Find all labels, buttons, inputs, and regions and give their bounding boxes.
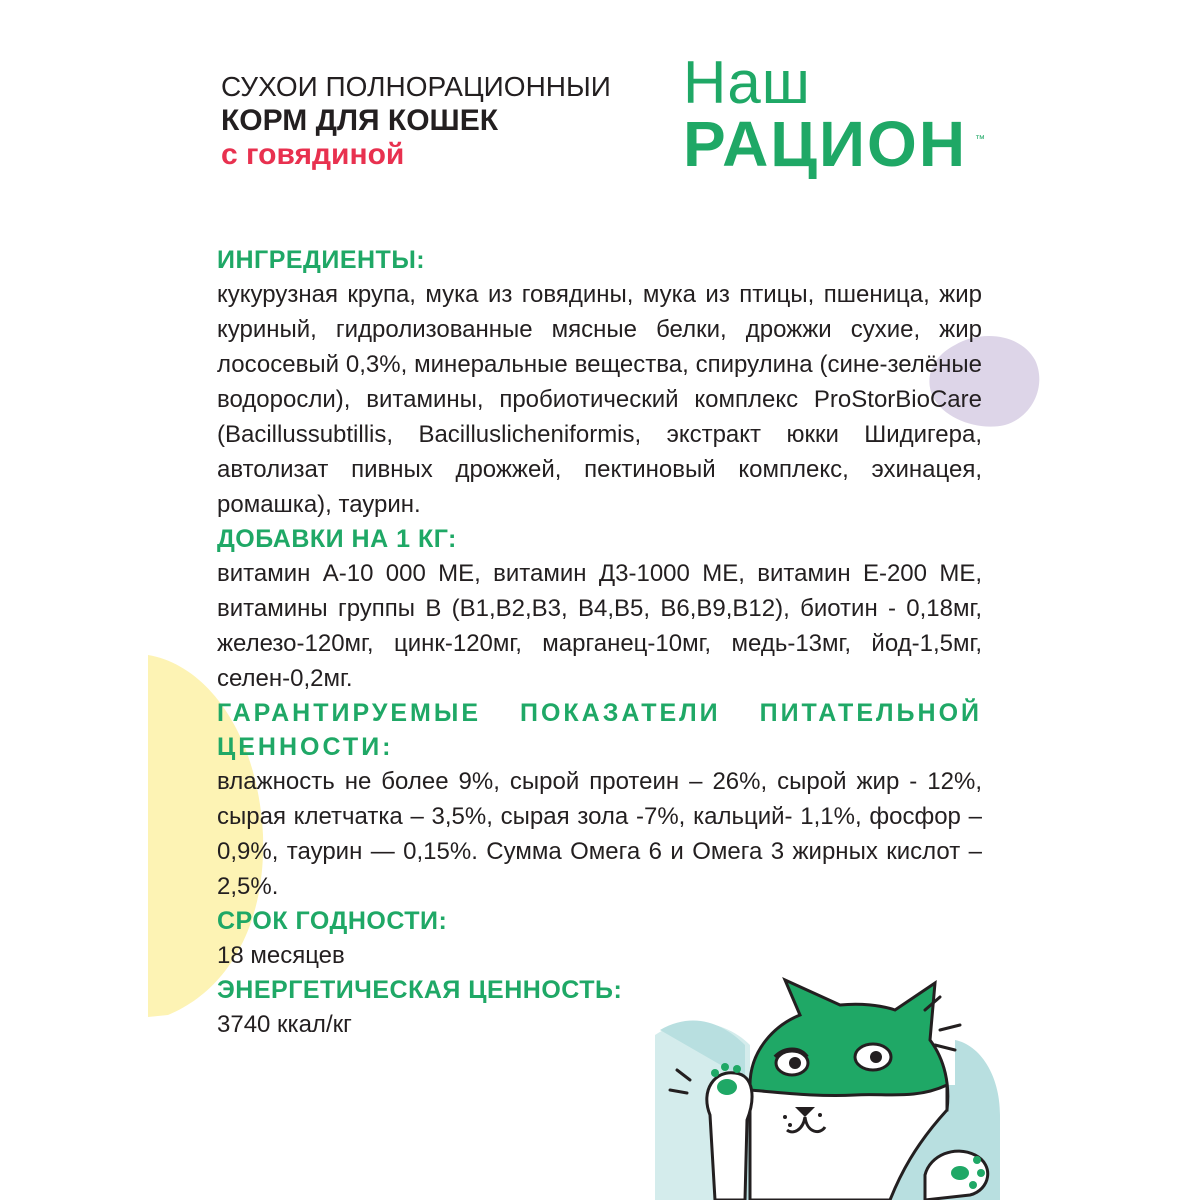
section-text-shelf-life: 18 месяцев (217, 942, 345, 969)
section-heading-ingredients: ИНГРЕДИЕНТЫ: (217, 246, 426, 274)
section-text-ingredients: кукурузная крупа, мука из говядины, мука из птицы, пшеница, жир куриный, гидролизованные мясные белки, дрожжи сухие, жир лососевый 0,3%, минеральные вещества, спирулина (сине-зелёные водоросли), витамины, пробиотический комплекс ProStorBioCare (Bacillussubtillis, Bacilluslicheniformis, экстракт юкки Шидигера, автолизат пивных дрожжей, пектиновый комплекс, эхинацея, ромашка), таурин. (217, 281, 982, 518)
section-heading-energy: ЭНЕРГЕТИЧЕСКАЯ ЦЕННОСТЬ: (217, 976, 623, 1004)
section-heading-additives: ДОБАВКИ НА 1 КГ: (217, 525, 457, 553)
section-text-nutrition: влажность не более 9%, сырой протеин – 26%, сырой жир - 12%, сырая клетчатка – 3,5%, сырая зола -7%, кальций- 1,1%, фосфор – 0,9%, таурин — 0,15%. Сумма Омега 6 и Омега 3 жирных кислот – 2,5%. (217, 768, 982, 900)
brand-logo (683, 49, 985, 180)
product-title-line-2: КОРМ ДЛЯ КОШЕК (221, 104, 499, 137)
trademark-symbol: ™ (975, 134, 985, 145)
product-info (217, 243, 982, 1042)
brand-logo-line-2: РАЦИОН (683, 108, 968, 180)
product-flavor: с говядиной (221, 138, 405, 171)
section-text-energy: 3740 ккал/кг (217, 1011, 352, 1038)
section-heading-nutrition: ГАРАНТИРУЕМЫЕ ПОКАЗАТЕЛИ ПИТАТЕЛЬНОЙ ЦЕННОСТИ: (217, 699, 982, 761)
product-title (221, 70, 611, 172)
product-title-line-1: СУХОИ ПОЛНОРАЦИОННЫИ (221, 71, 611, 102)
brand-logo-line-1: Наш (683, 49, 811, 116)
section-text-additives: витамин А-10 000 МЕ, витамин Д3-1000 МЕ, витамин Е-200 МЕ, витамины группы В (В1,В2,В3, В4,В5, В6,В9,В12), биотин - 0,18мг, железо-120мг, цинк-120мг, марганец-10мг, медь-13мг, йод-1,5мг, селен-0,2мг. (217, 560, 982, 692)
section-heading-shelf-life: СРОК ГОДНОСТИ: (217, 907, 448, 935)
